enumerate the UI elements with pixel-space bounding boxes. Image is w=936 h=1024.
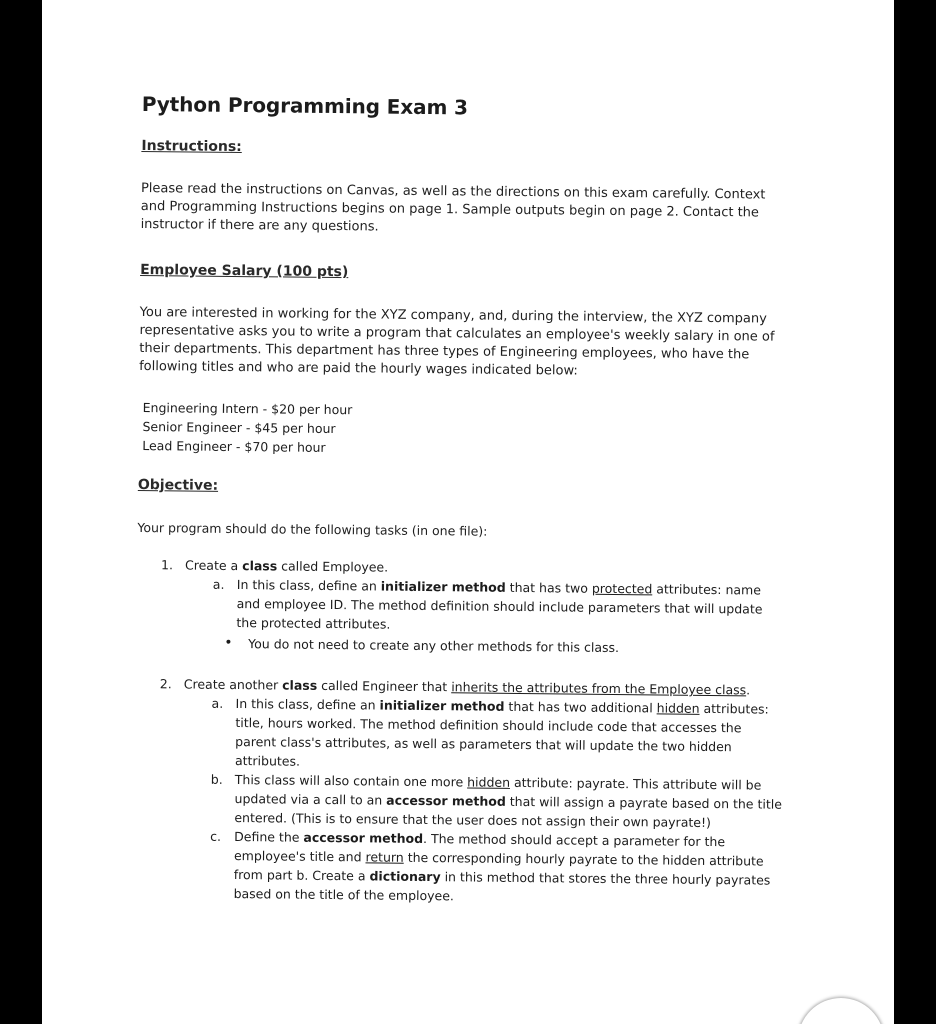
sub-letter: a. [212,576,225,592]
sub-text: In this class, define an [235,696,380,713]
sub-text: In this class, define an [236,577,381,594]
sub-text: attributes: title, hours worked. The method definition should include code that accesses the parent class's attributes, as well as parameters that will update the two hidden attributes. [234,700,769,769]
task-number: 2. [159,676,172,692]
page-title: Python Programming Exam 3 [141,92,469,120]
task-number: 1. [160,557,174,573]
objective-intro: Your program should do the following tasks (in one file): [137,519,488,539]
sub-letter: a. [211,695,224,711]
task-1-subitems [212,575,787,638]
employee-salary-heading: Employee Salary (100 pts) [140,261,349,281]
sub-text-bold: accessor method [303,829,424,846]
sub-text: that will assign a payrate based on the title entered. (This is to ensure that the user does not assign their own payrate!) [234,793,783,830]
task-text: called Employee. [277,558,389,575]
sub-text-underlined: hidden [656,700,700,716]
instructions-text: Please read the instructions on Canvas, as well as the directions on this exam carefully. Context and Programming Instructions begins on page 1. Sample outputs begin on page 2. Contact the instructor if there are any questions. [140,180,766,235]
task-text-underlined: inherits the attributes from the Employee class [451,679,747,698]
wage-item: Engineering Intern - $20 per hour [142,400,353,418]
sub-text: Define the [234,829,304,845]
task-text-bold: class [242,558,278,574]
sub-text: . The method should accept a parameter for the employee's title and [233,830,726,865]
sub-letter: c. [210,828,222,844]
sub-text: the corresponding hourly payrate to the hidden attribute from part b. Create a [233,849,764,884]
objective-heading: Objective: [137,476,219,494]
task-2 [158,674,786,909]
sub-text-underlined: return [365,849,404,865]
employee-salary-text: You are interested in working for the XYZ company, and, during the interview, the XYZ company representative asks you to write a program that calculates an employee's weekly salary in one of their departments. This department has three types of Engineering employees, who have the following titles and who are paid the hourly wages indicated below: [139,304,775,379]
task-text-bold: class [282,677,318,693]
sub-text-bold: initializer method [379,697,505,714]
task-1-bullet [160,633,786,659]
task-list [134,555,788,909]
sub-text: This class will also contain one more [234,772,468,790]
scroll-button-edge[interactable] [798,998,884,1024]
sub-text-underlined: hidden [467,774,511,790]
wage-item: Senior Engineer - $45 per hour [142,419,336,437]
bullet-text: You do not need to create any other methods for this class. [248,636,620,656]
sub-text-underlined: protected [591,580,653,597]
sub-text-bold: dictionary [369,868,441,885]
sub-text-bold: accessor method [386,792,506,809]
task-2-subitems [210,694,786,909]
wage-item: Lead Engineer - $70 per hour [142,438,326,455]
task-text: Create another [183,676,283,693]
task-2b [210,770,785,833]
sub-text-bold: initializer method [380,578,506,595]
sub-text: that has two [505,579,592,596]
sub-text: in this method that stores the three hourly payrates based on the title of the employee. [233,869,771,904]
task-text: Create a [184,557,243,574]
task-1 [160,555,787,659]
task-text: . [746,682,751,698]
task-text: called Engineer that [317,677,452,695]
sub-text: attributes: name and employee ID. The method definition should include parameters that will update the protected attributes. [236,581,763,632]
bullet-icon: • [224,634,233,651]
wage-list [138,398,789,462]
instructions-heading: Instructions: [141,137,242,156]
sub-letter: b. [210,771,223,787]
task-2c [210,827,785,909]
sub-text: attribute: payrate. This attribute will be updated via a call to an [234,774,762,808]
sub-text: that has two additional [504,698,657,716]
task-2a [211,694,786,776]
exam-page [42,0,894,1024]
document-body [133,92,792,931]
task-1a [212,575,787,638]
